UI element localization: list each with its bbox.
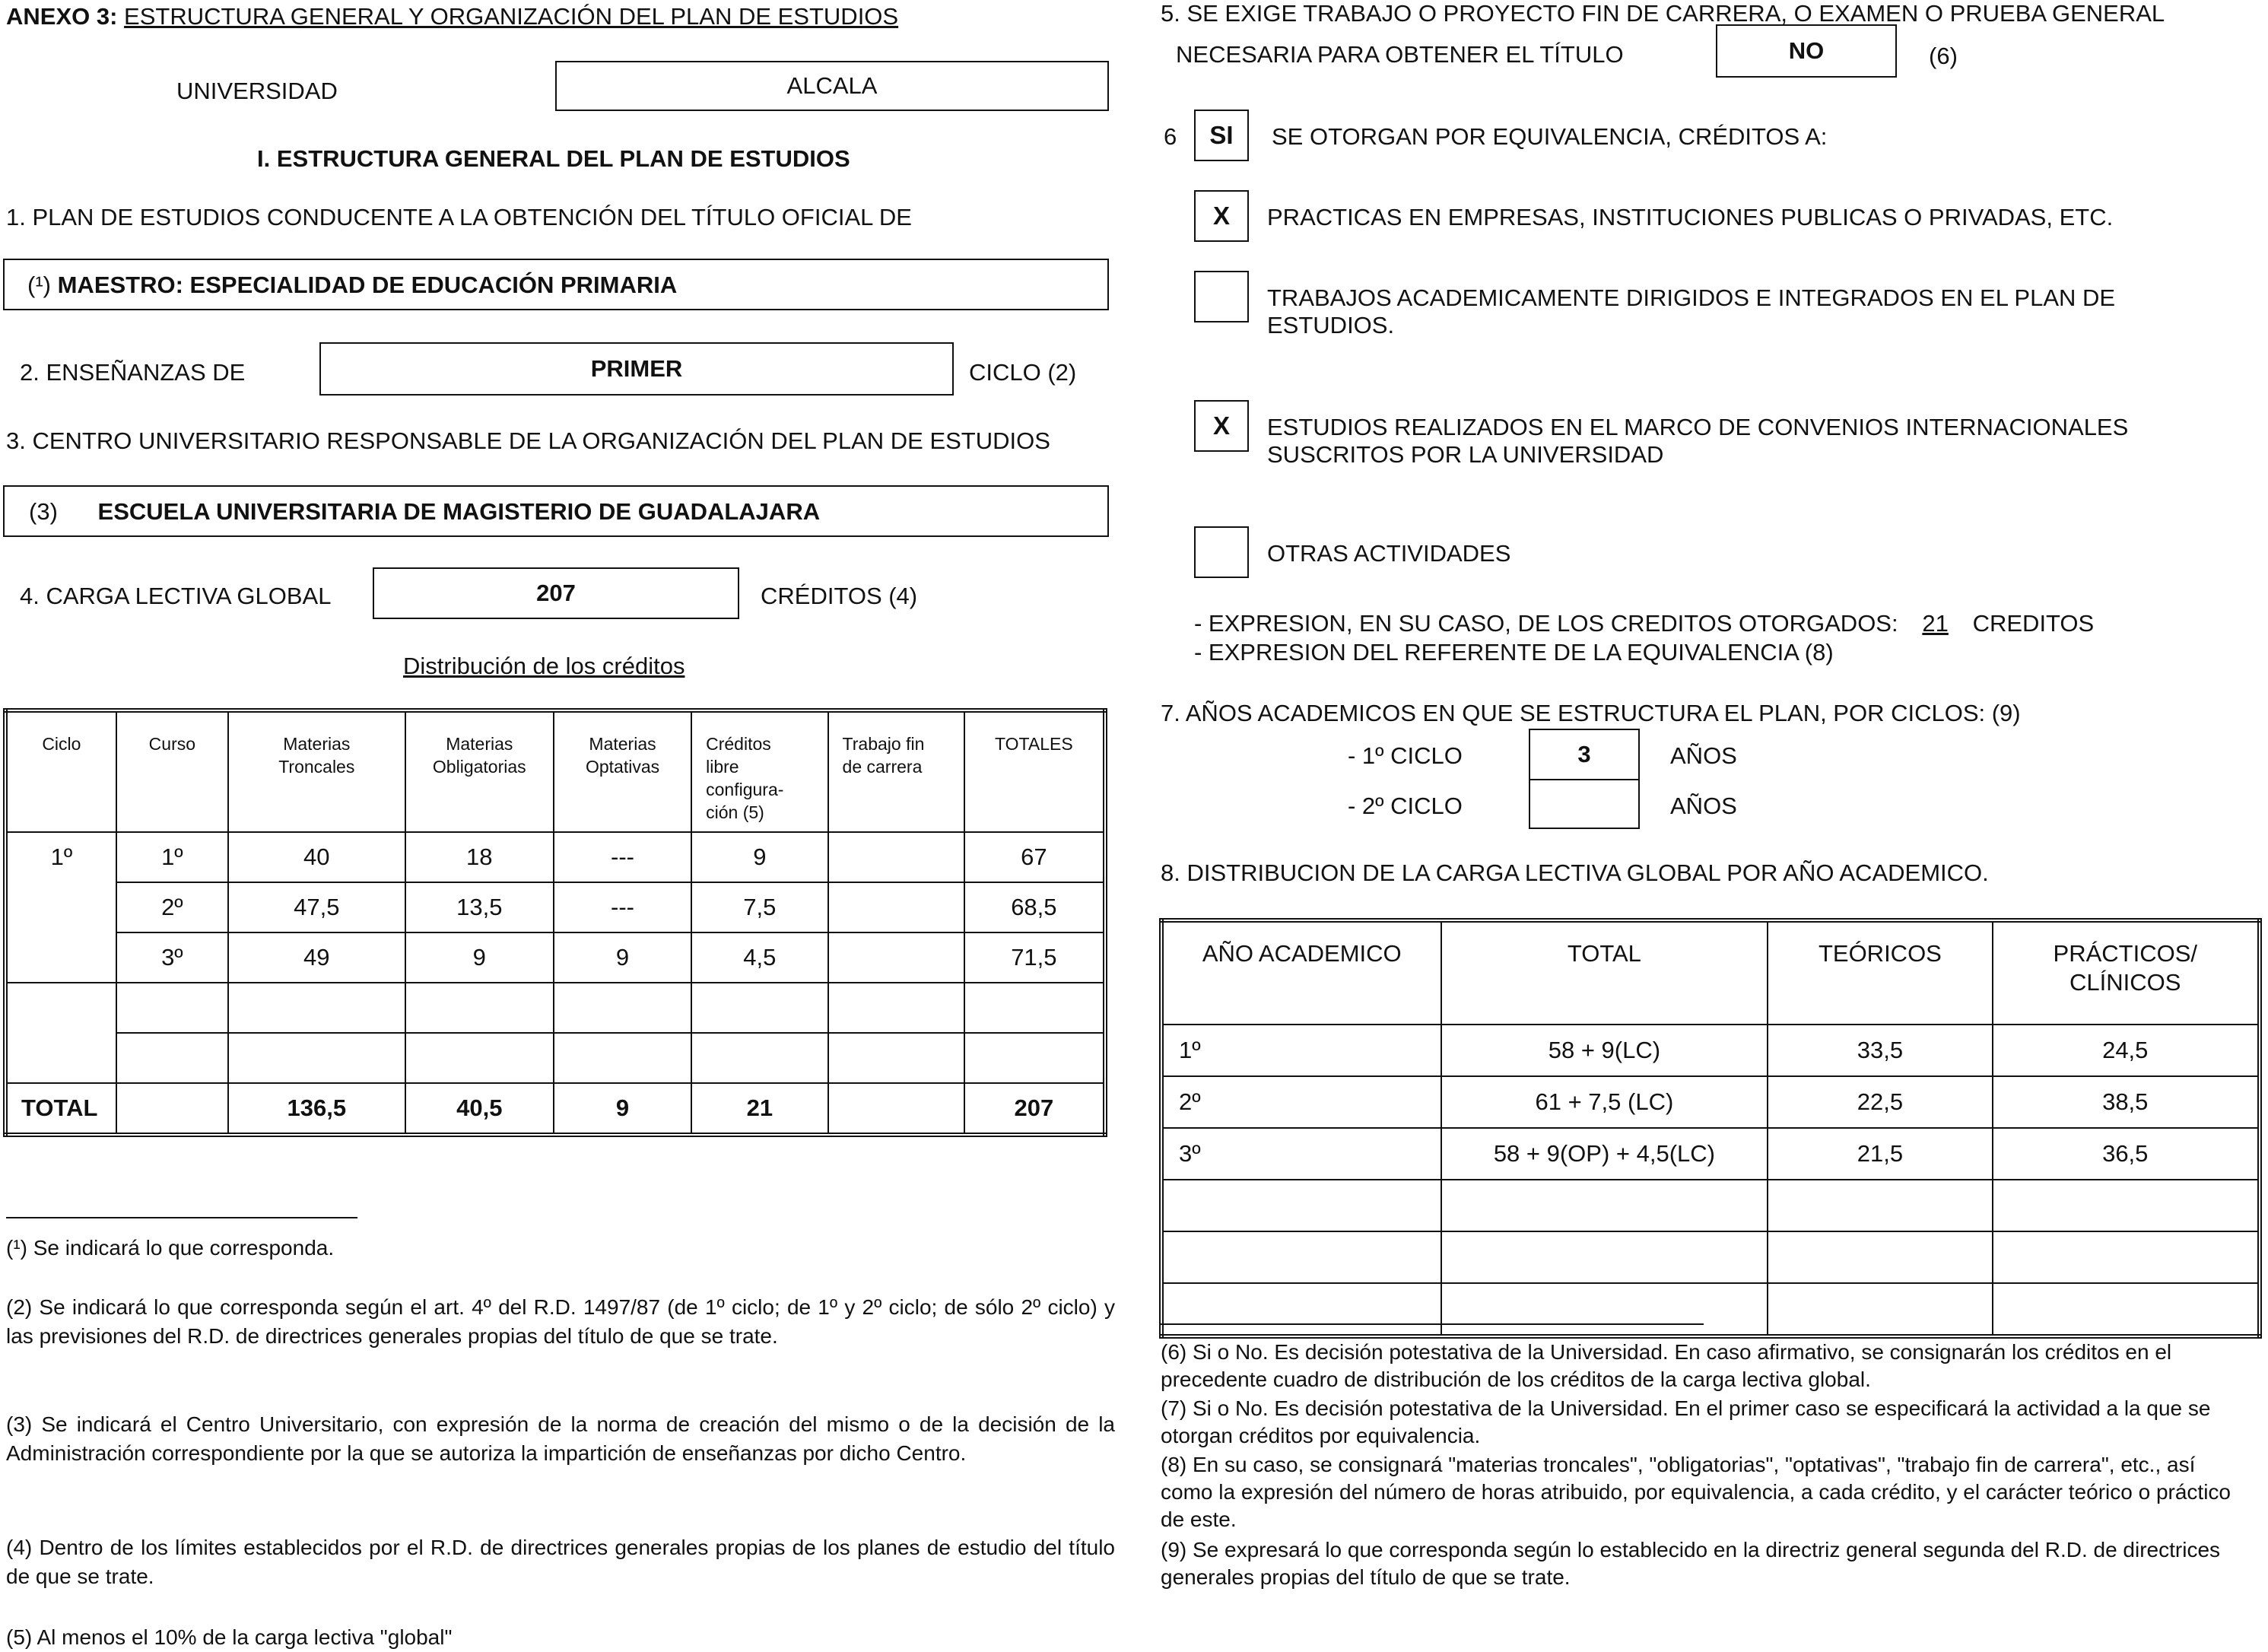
teaching-cycle-value: PRIMER [590, 355, 683, 382]
cell: 47,5 [228, 882, 405, 932]
cell: 13,5 [405, 882, 554, 932]
cell [116, 983, 228, 1033]
cell [691, 1033, 827, 1083]
total-label: TOTAL [5, 1083, 116, 1135]
footnote-7: (7) Si o No. Es decisión potestativa de la Universidad. En el primer caso se especificará la actividad a la que se otorgan créditos por equivalencia. [1161, 1396, 2211, 1447]
cell [1768, 1283, 1992, 1336]
option-label-convenios: ESTUDIOS REALIZADOS EN EL MARCO DE CONVENIOS INTERNACIONALES SUSCRITOS POR LA UNIVERSIDAD [1267, 414, 2129, 468]
table-row [1161, 1180, 2260, 1231]
item6-text: SE OTORGAN POR EQUIVALENCIA, CRÉDITOS A: [1272, 123, 1828, 150]
header-libre-configuracion: Créditos libre configura- ción (5) [691, 710, 827, 832]
cycle2-label: - 2º CICLO [1348, 793, 1463, 819]
header-practice: PRÁCTICOS/ CLÍNICOS [1993, 920, 2260, 1025]
footnote-9: (9) Se expresará lo que corresponda según lo establecido en la directriz general segunda del R.D. de directrices generales propias del título de que se trate. [1161, 1538, 2221, 1589]
item5-line1: 5. SE EXIGE TRABAJO O PROYECTO FIN DE CARRERA, O EXAMEN O PRUEBA GENERAL [1161, 0, 2165, 27]
cell: 68,5 [964, 882, 1105, 932]
cell: 49 [228, 932, 405, 983]
cell [691, 983, 827, 1033]
header-year: AÑO ACADEMICO [1161, 920, 1441, 1025]
academic-year-table [1159, 918, 2262, 1339]
header-curso: Curso [116, 710, 228, 832]
cell [1768, 1231, 1992, 1283]
footnote-3: (3) Se indicará el Centro Universitario, con expresión de la norma de creación del mismo o de la decisión de la Administración correspondiente por la que se autoriza la impartición de enseñanzas por dicho Centro. [6, 1412, 1115, 1465]
cell: 21,5 [1768, 1128, 1992, 1180]
option-label-practicas: PRACTICAS EN EMPRESAS, INSTITUCIONES PUBLICAS O PRIVADAS, ETC. [1267, 204, 2114, 230]
cell [5, 983, 116, 1083]
credits-granted-prefix: - EXPRESION, EN SU CASO, DE LOS CREDITOS OTORGADOS: [1194, 610, 1898, 637]
cell: 24,5 [1993, 1025, 2260, 1076]
cycle-years-box [1529, 729, 1640, 829]
teaching-cycle-field [319, 342, 954, 396]
item4-suffix: CRÉDITOS (4) [761, 583, 918, 609]
option-checkbox-otras[interactable] [1194, 526, 1249, 578]
cell [1161, 1283, 1441, 1336]
item3-note: (3) [29, 498, 58, 525]
cell [228, 983, 405, 1033]
header-theory: TEÓRICOS [1768, 920, 1992, 1025]
cell [828, 832, 964, 882]
cycle2-years-label: AÑOS [1670, 793, 1737, 819]
cell: 38,5 [1993, 1076, 2260, 1128]
cell [964, 1033, 1105, 1083]
cell [1161, 1180, 1441, 1231]
cell [554, 1033, 691, 1083]
university-center-field [3, 485, 1109, 537]
cell: 58 + 9(LC) [1441, 1025, 1768, 1076]
header-obligatorias: Materias Obligatorias [405, 710, 554, 832]
table-total-row [5, 1083, 1105, 1135]
item4-label: 4. CARGA LECTIVA GLOBAL [20, 583, 332, 609]
footnote-8: (8) En su caso, se consignará "materias troncales", "obligatorias", "optativas", "trabajo fin de carrera", etc., así como la expresión del número de horas atribuido, por equivalencia, a cada crédito, y el carácter teórico o práctico de este. [1161, 1453, 2231, 1531]
item8-text: 8. DISTRIBUCION DE LA CARGA LECTIVA GLOBAL POR AÑO ACADEMICO. [1161, 859, 1989, 886]
cycle1-years-label: AÑOS [1670, 742, 1737, 769]
degree-title-field [3, 259, 1109, 310]
annex-heading [6, 3, 898, 30]
cell: 21 [691, 1083, 827, 1135]
cell: 9 [554, 932, 691, 983]
global-load-value: 207 [536, 580, 576, 606]
item6-number: 6 [1164, 123, 1177, 150]
equivalence-reference-line: - EXPRESION DEL REFERENTE DE LA EQUIVALENCIA (8) [1194, 639, 1834, 666]
footnote-2: (2) Se indicará lo que corresponda según el art. 4º del R.D. 1497/87 (de 1º ciclo; de 1º y 2º ciclo; de sólo 2º ciclo) y las previsiones del R.D. de directrices generales propias del título de que se trate. [6, 1295, 1115, 1348]
table-header-row [5, 710, 1105, 832]
item1-text: 1. PLAN DE ESTUDIOS CONDUCENTE A LA OBTENCIÓN DEL TÍTULO OFICIAL DE [6, 204, 912, 230]
table-row [5, 983, 1105, 1033]
item2-label: 2. ENSEÑANZAS DE [20, 359, 246, 386]
cell [964, 983, 1105, 1033]
cell: 61 + 7,5 (LC) [1441, 1076, 1768, 1128]
item2-suffix: CICLO (2) [969, 359, 1077, 386]
table-row [5, 932, 1105, 983]
credits-granted-line [1194, 610, 2094, 637]
credits-granted-suffix: CREDITOS [1972, 610, 2095, 637]
cell: 33,5 [1768, 1025, 1992, 1076]
option-checkbox-practicas[interactable]: X [1194, 190, 1249, 242]
cell: 9 [691, 832, 827, 882]
item1-note: (¹) [27, 272, 51, 298]
header-totales: TOTALES [964, 710, 1105, 832]
cell [828, 882, 964, 932]
cell-year: 3º [1161, 1128, 1441, 1180]
cell: 40 [228, 832, 405, 882]
cell: 3º [116, 932, 228, 983]
cell [405, 983, 554, 1033]
cell [116, 1033, 228, 1083]
cell: 36,5 [1993, 1128, 2260, 1180]
cycle2-years-value [1530, 780, 1638, 828]
cell: 18 [405, 832, 554, 882]
cell [1441, 1231, 1768, 1283]
footnote-divider-right [1161, 1323, 1704, 1325]
cell [828, 1033, 964, 1083]
cell: --- [554, 832, 691, 882]
cell [554, 983, 691, 1033]
table-row [1161, 1025, 2260, 1076]
cell [116, 1083, 228, 1135]
option-label-otras: OTRAS ACTIVIDADES [1267, 540, 1511, 567]
option-checkbox-trabajos[interactable] [1194, 271, 1249, 322]
university-center-value: ESCUELA UNIVERSITARIA DE MAGISTERIO DE GUADALAJARA [97, 498, 821, 525]
global-load-field [373, 567, 739, 619]
cell: 9 [554, 1083, 691, 1135]
footnote-5: (5) Al menos el 10% de la carga lectiva "global" [6, 1625, 453, 1649]
cell [1993, 1231, 2260, 1283]
cell: 58 + 9(OP) + 4,5(LC) [1441, 1128, 1768, 1180]
footnote-1: (¹) Se indicará lo que corresponda. [6, 1236, 335, 1260]
cell [1441, 1283, 1768, 1336]
header-optativas: Materias Optativas [554, 710, 691, 832]
item7-text: 7. AÑOS ACADEMICOS EN QUE SE ESTRUCTURA EL PLAN, POR CICLOS: (9) [1161, 700, 2021, 726]
cell: 136,5 [228, 1083, 405, 1135]
table-row [1161, 1128, 2260, 1180]
footnote-4: (4) Dentro de los límites establecidos por el R.D. de directrices generales propias de los planes de estudio del título de que se trate. [6, 1536, 1115, 1588]
cycle1-label: - 1º CICLO [1348, 742, 1463, 769]
cell: 4,5 [691, 932, 827, 983]
cell: --- [554, 882, 691, 932]
cell [828, 1083, 964, 1135]
degree-title-value: MAESTRO: ESPECIALIDAD DE EDUCACIÓN PRIMARIA [57, 272, 678, 298]
table-row [5, 832, 1105, 882]
cell [1993, 1283, 2260, 1336]
final-project-field [1716, 24, 1897, 78]
cell-year: 2º [1161, 1076, 1441, 1128]
header-trabajo-fin: Trabajo fin de carrera [828, 710, 964, 832]
header-total: TOTAL [1441, 920, 1768, 1025]
cell-year: 1º [1161, 1025, 1441, 1076]
item5-note: (6) [1929, 43, 1958, 69]
cycle1-years-value: 3 [1530, 730, 1638, 780]
cell: 40,5 [405, 1083, 554, 1135]
cell [828, 932, 964, 983]
table-row [1161, 1231, 2260, 1283]
cell: 2º [116, 882, 228, 932]
cell: 71,5 [964, 932, 1105, 983]
cell: 207 [964, 1083, 1105, 1135]
equivalence-credits-field: SI [1194, 110, 1249, 161]
item3-text: 3. CENTRO UNIVERSITARIO RESPONSABLE DE LA ORGANIZACIÓN DEL PLAN DE ESTUDIOS [6, 427, 1050, 454]
cell: 67 [964, 832, 1105, 882]
cell [828, 983, 964, 1033]
cell [1441, 1180, 1768, 1231]
annex-label: ANEXO 3: [6, 3, 118, 30]
cell [1161, 1231, 1441, 1283]
cell [405, 1033, 554, 1083]
table-row [1161, 1283, 2260, 1336]
cell: 9 [405, 932, 554, 983]
university-field [555, 61, 1109, 111]
university-value: ALCALA [786, 72, 878, 99]
option-label-trabajos: TRABAJOS ACADEMICAMENTE DIRIGIDOS E INTEGRADOS EN EL PLAN DE ESTUDIOS. [1267, 284, 2116, 338]
section-title: I. ESTRUCTURA GENERAL DEL PLAN DE ESTUDIOS [257, 145, 850, 172]
cell-ciclo: 1º [5, 832, 116, 983]
final-project-value: NO [1788, 37, 1825, 64]
credits-distribution-title: Distribución de los créditos [403, 653, 685, 679]
item5-line2: NECESARIA PARA OBTENER EL TÍTULO [1176, 41, 1624, 68]
university-label: UNIVERSIDAD [176, 78, 338, 104]
cell: 22,5 [1768, 1076, 1992, 1128]
cell: 7,5 [691, 882, 827, 932]
option-checkbox-convenios[interactable]: X [1194, 400, 1249, 452]
cell [1993, 1180, 2260, 1231]
footnote-divider [6, 1217, 357, 1218]
table-row [5, 882, 1105, 932]
header-ciclo: Ciclo [5, 710, 116, 832]
footnote-6: (6) Si o No. Es decisión potestativa de la Universidad. En caso afirmativo, se consignarán los créditos en el precedente cuadro de distribución de los créditos de la carga lectiva global. [1161, 1340, 2172, 1391]
annex-title: ESTRUCTURA GENERAL Y ORGANIZACIÓN DEL PLAN DE ESTUDIOS [124, 3, 899, 30]
credits-distribution-table [3, 708, 1107, 1137]
cell: 1º [116, 832, 228, 882]
cell [228, 1033, 405, 1083]
table-row [1161, 1076, 2260, 1128]
table-header-row [1161, 920, 2260, 1025]
table-row [5, 1033, 1105, 1083]
header-troncales: Materias Troncales [228, 710, 405, 832]
cell [1768, 1180, 1992, 1231]
credits-granted-value: 21 [1922, 610, 1949, 637]
